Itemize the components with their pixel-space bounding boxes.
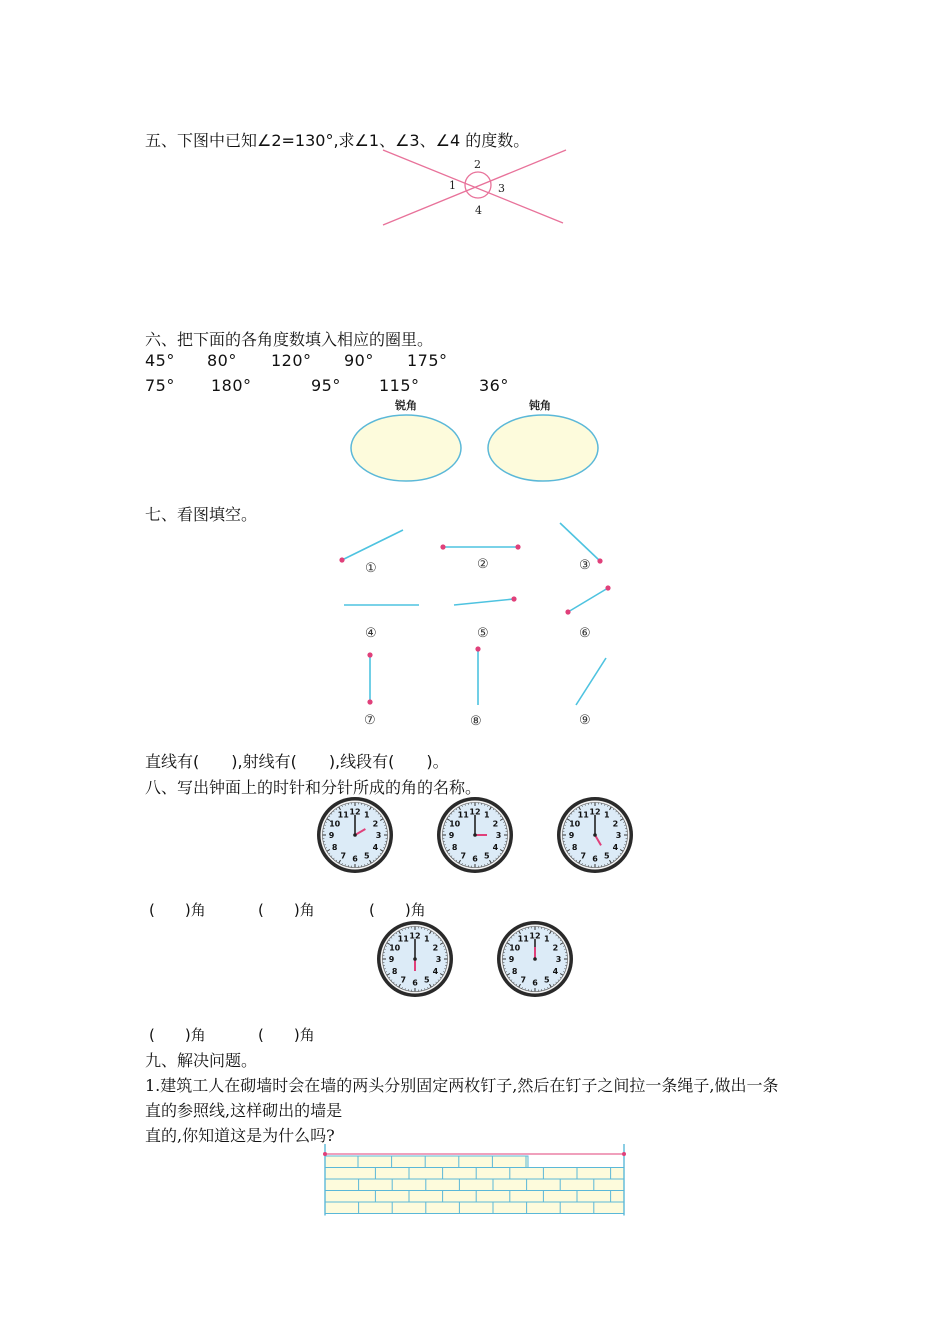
problem-1-line-1: 1.建筑工人在砌墙时会在墙的两头分别固定两枚钉子,然后在钉子之间拉一条绳子,做出一条 bbox=[145, 1076, 779, 1095]
clock-number: 5 bbox=[363, 851, 370, 861]
clock-number: 2 bbox=[492, 819, 499, 829]
answer-blank-2[interactable]: ( )角 bbox=[258, 901, 315, 919]
q7-fill-blank[interactable]: 直线有( ),射线有( ),线段有( )。 bbox=[145, 752, 449, 771]
clock-number: 2 bbox=[552, 943, 559, 953]
marker-7: ⑦ bbox=[364, 713, 376, 728]
answer-blank-1[interactable]: ( )角 bbox=[149, 901, 206, 919]
angle-label-3: 3 bbox=[498, 182, 505, 195]
marker-6: ⑥ bbox=[579, 626, 591, 641]
nail-right bbox=[622, 1152, 626, 1156]
clock-number: 9 bbox=[508, 955, 515, 964]
clock-number: 6 bbox=[592, 854, 598, 864]
brick-row bbox=[325, 1179, 624, 1191]
acute-angle-label: 锐角 bbox=[395, 399, 417, 412]
clock-number: 8 bbox=[451, 842, 458, 852]
clock-number: 3 bbox=[495, 831, 502, 840]
acute-angle-ellipse[interactable] bbox=[351, 415, 461, 481]
clock-number: 12 bbox=[409, 931, 421, 941]
clock-number: 12 bbox=[589, 807, 601, 817]
clock-number: 4 bbox=[372, 842, 379, 852]
q7-title: 七、看图填空。 bbox=[145, 505, 258, 524]
clock-5 bbox=[496, 920, 574, 998]
clock-number: 5 bbox=[603, 851, 610, 861]
problem-1-line-2: 直的参照线,这样砌出的墙是 bbox=[145, 1101, 343, 1120]
clock-number: 7 bbox=[400, 975, 407, 985]
clock-number: 3 bbox=[375, 831, 382, 840]
angle-value: 45° bbox=[145, 351, 175, 370]
clock-number: 11 bbox=[457, 810, 469, 820]
clock-number: 9 bbox=[328, 831, 335, 840]
clock-number: 10 bbox=[449, 819, 461, 829]
clock-number: 10 bbox=[509, 943, 521, 953]
clock-number: 7 bbox=[520, 975, 527, 985]
clock-number: 1 bbox=[423, 934, 430, 944]
angle-value: 75° bbox=[145, 376, 175, 395]
angle-label-2: 2 bbox=[474, 158, 481, 171]
clock-1 bbox=[316, 796, 394, 874]
clock-number: 5 bbox=[543, 975, 550, 985]
clock-number: 7 bbox=[340, 851, 347, 861]
clock-number: 6 bbox=[352, 854, 358, 864]
clock-2 bbox=[436, 796, 514, 874]
clock-number: 9 bbox=[568, 831, 575, 840]
clock-number: 6 bbox=[472, 854, 478, 864]
clock-number: 12 bbox=[349, 807, 361, 817]
clock-number: 1 bbox=[603, 810, 610, 820]
lines-figure bbox=[330, 515, 630, 735]
clock-number: 5 bbox=[423, 975, 430, 985]
clock-number: 1 bbox=[363, 810, 370, 820]
angle-value: 180° bbox=[211, 376, 252, 395]
clock-number: 11 bbox=[517, 934, 529, 944]
clock-number: 1 bbox=[543, 934, 550, 944]
angle-value: 115° bbox=[379, 376, 420, 395]
clock-number: 7 bbox=[460, 851, 467, 861]
clock-4 bbox=[376, 920, 454, 998]
clock-number: 3 bbox=[615, 831, 622, 840]
nail-left bbox=[323, 1152, 327, 1156]
clock-number: 12 bbox=[469, 807, 481, 817]
clock-number: 4 bbox=[552, 966, 559, 976]
marker-8: ⑧ bbox=[470, 714, 482, 729]
clock-number: 10 bbox=[389, 943, 401, 953]
problem-1-line-3: 直的,你知道这是为什么吗? bbox=[145, 1126, 335, 1145]
clock-number: 3 bbox=[435, 955, 442, 964]
clock-number: 6 bbox=[532, 978, 538, 988]
brick-row bbox=[325, 1168, 624, 1180]
brick-row bbox=[325, 1191, 624, 1203]
clock-number: 11 bbox=[397, 934, 409, 944]
angle-value: 80° bbox=[207, 351, 237, 370]
clock-number: 9 bbox=[448, 831, 455, 840]
marker-4: ④ bbox=[365, 626, 377, 641]
clock-number: 8 bbox=[571, 842, 578, 852]
clock-3 bbox=[556, 796, 634, 874]
clock-number: 3 bbox=[555, 955, 562, 964]
obtuse-angle-label: 钝角 bbox=[529, 399, 551, 412]
angle-label-1: 1 bbox=[449, 179, 456, 192]
marker-5: ⑤ bbox=[477, 626, 489, 641]
clock-number: 2 bbox=[432, 943, 439, 953]
clock-number: 5 bbox=[483, 851, 490, 861]
brick-wall-figure bbox=[320, 1142, 630, 1217]
angle-label-4: 4 bbox=[475, 204, 482, 217]
answer-blank-5[interactable]: ( )角 bbox=[258, 1026, 315, 1044]
brick-row bbox=[325, 1156, 528, 1168]
angle-sort-ellipses bbox=[345, 395, 605, 490]
clock-number: 9 bbox=[388, 955, 395, 964]
clock-number: 11 bbox=[337, 810, 349, 820]
clock-number: 2 bbox=[372, 819, 379, 829]
clock-number: 2 bbox=[612, 819, 619, 829]
brick-row bbox=[325, 1202, 624, 1214]
q5-title: 五、下图中已知∠2=130°,求∠1、∠3、∠4 的度数。 bbox=[145, 131, 530, 150]
angle-value: 120° bbox=[271, 351, 312, 370]
answer-blank-4[interactable]: ( )角 bbox=[149, 1026, 206, 1044]
answer-blank-3[interactable]: ( )角 bbox=[369, 901, 426, 919]
marker-1: ① bbox=[365, 561, 377, 576]
clock-number: 6 bbox=[412, 978, 418, 988]
clock-number: 1 bbox=[483, 810, 490, 820]
clock-number: 4 bbox=[612, 842, 619, 852]
clock-number: 11 bbox=[577, 810, 589, 820]
clock-number: 7 bbox=[580, 851, 587, 861]
clock-number: 12 bbox=[529, 931, 541, 941]
angle-value: 90° bbox=[344, 351, 374, 370]
q6-title: 六、把下面的各角度数填入相应的圈里。 bbox=[145, 330, 434, 349]
marker-3: ③ bbox=[579, 558, 591, 573]
marker-2: ② bbox=[477, 557, 489, 572]
clock-number: 4 bbox=[432, 966, 439, 976]
marker-9: ⑨ bbox=[579, 713, 591, 728]
clock-number: 8 bbox=[391, 966, 398, 976]
clock-number: 8 bbox=[331, 842, 338, 852]
angle-value: 95° bbox=[311, 376, 341, 395]
q8-title: 八、写出钟面上的时针和分针所成的角的名称。 bbox=[145, 778, 482, 797]
angle-value: 175° bbox=[407, 351, 448, 370]
clock-number: 10 bbox=[329, 819, 341, 829]
obtuse-angle-ellipse[interactable] bbox=[488, 415, 598, 481]
clock-number: 4 bbox=[492, 842, 499, 852]
intersecting-lines-figure bbox=[380, 145, 570, 230]
q9-title: 九、解决问题。 bbox=[145, 1051, 258, 1070]
clock-number: 10 bbox=[569, 819, 581, 829]
clock-number: 8 bbox=[511, 966, 518, 976]
angle-value: 36° bbox=[479, 376, 509, 395]
